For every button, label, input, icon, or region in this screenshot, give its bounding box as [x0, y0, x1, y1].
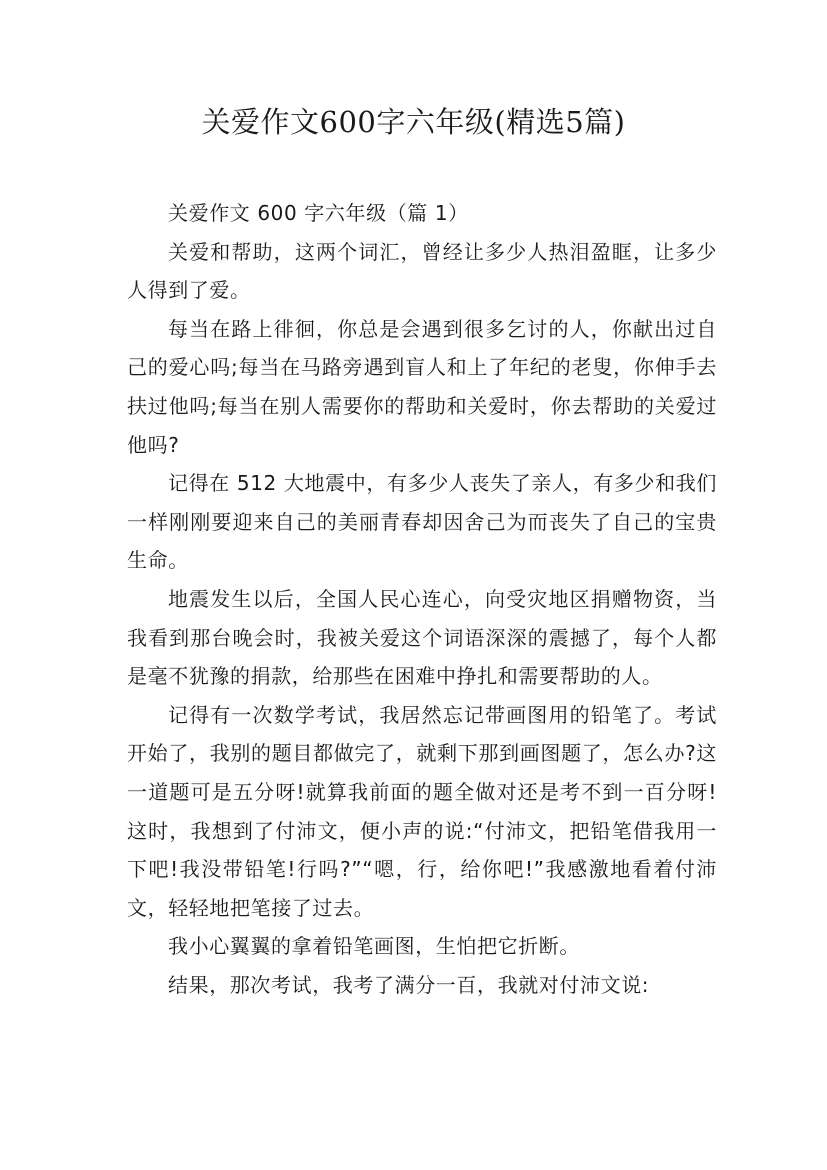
paragraph: 我小心翼翼的拿着铅笔画图，生怕把它折断。 [168, 934, 580, 959]
document-body [127, 194, 717, 1004]
paragraph: 记得有一次数学考试，我居然忘记带画图用的铅笔了。考试开始了，我别的题目都做完了，就剩下那到画图题了，怎么办?这一道题可是五分呀!就算我前面的题全做对还是考不到一百分呀!这时，我想到了付沛文，便小声的说:“付沛文，把铅笔借我用一下吧!我没带铅笔!行吗?”“嗯，行，给你吧!”我感激地看着付沛文，轻轻地把笔接了过去。 [127, 702, 717, 920]
paragraph: 结果，那次考试，我考了满分一百，我就对付沛文说: [168, 972, 650, 997]
paragraph: 每当在路上徘徊，你总是会遇到很多乞讨的人，你献出过自己的爱心吗;每当在马路旁遇到盲人和上了年纪的老叟，你伸手去扶过他吗;每当在别人需要你的帮助和关爱时，你去帮助的关爱过他吗? [127, 316, 717, 457]
section-heading: 关爱作文 600 字六年级（篇 1） [168, 201, 469, 225]
paragraph: 记得在 512 大地震中，有多少人丧失了亲人，有多少和我们一样刚刚要迎来自己的美丽青春却因舍己为而丧失了自己的宝贵生命。 [127, 471, 717, 573]
paragraph: 关爱和帮助，这两个词汇，曾经让多少人热泪盈眶，让多少人得到了爱。 [127, 239, 717, 303]
paragraph: 地震发生以后，全国人民心连心，向受灾地区捐赠物资，当我看到那台晚会时，我被关爱这个词语深深的震撼了，每个人都是毫不犹豫的捐款，给那些在困难中挣扎和需要帮助的人。 [127, 586, 717, 689]
document-title: 关爱作文600字六年级(精选5篇) [201, 105, 626, 139]
